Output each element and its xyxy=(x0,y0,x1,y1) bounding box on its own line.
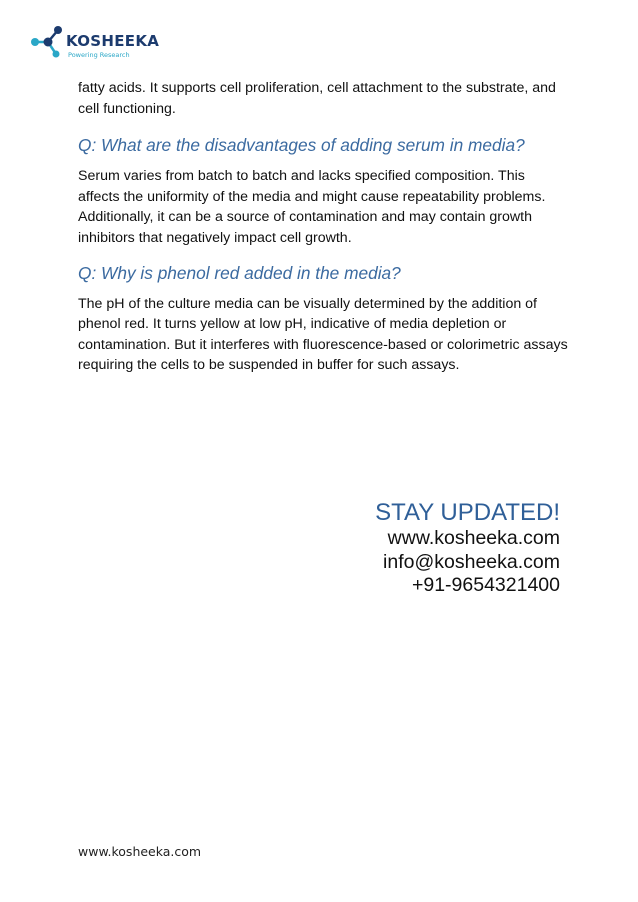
faq-question-serum: Q: What are the disadvantages of adding serum in media? xyxy=(78,135,525,156)
contact-email-link[interactable]: info@kosheeka.com xyxy=(383,550,560,573)
faq-question-phenol-red: Q: Why is phenol red added in the media? xyxy=(78,262,401,283)
intro-paragraph: fatty acids. It supports cell proliferation, cell attachment to the substrate, and cell functioning. xyxy=(78,80,556,117)
brand-name: KOSHEEKA xyxy=(66,32,160,50)
contact-phone: +91-9654321400 xyxy=(411,574,560,596)
footer-website-link[interactable]: www.kosheeka.com xyxy=(78,844,202,859)
main-content xyxy=(78,78,568,376)
brand-tagline: Powering Research xyxy=(68,51,130,59)
faq-answer-phenol-red: The pH of the culture media can be visually determined by the addition of phenol red. It turns yellow at low pH, indicative of media depletion or contamination. But it interferes with fluorescence-based or colorimetric assays requiring the cells to be suspended in buffer for such assays. xyxy=(78,295,568,374)
contact-block xyxy=(375,499,560,598)
faq-answer-serum: Serum varies from batch to batch and lacks specified composition. This affects the uniformity of the media and might cause repeatability problems. Additionally, it can be a source of contamination and may contain growth inhibitors that negatively impact cell growth. xyxy=(78,168,546,246)
stay-updated-heading: STAY UPDATED! xyxy=(375,499,560,526)
contact-website-link[interactable]: www.kosheeka.com xyxy=(387,527,560,549)
brand-logo xyxy=(30,24,190,64)
molecule-logo-icon xyxy=(30,24,66,64)
